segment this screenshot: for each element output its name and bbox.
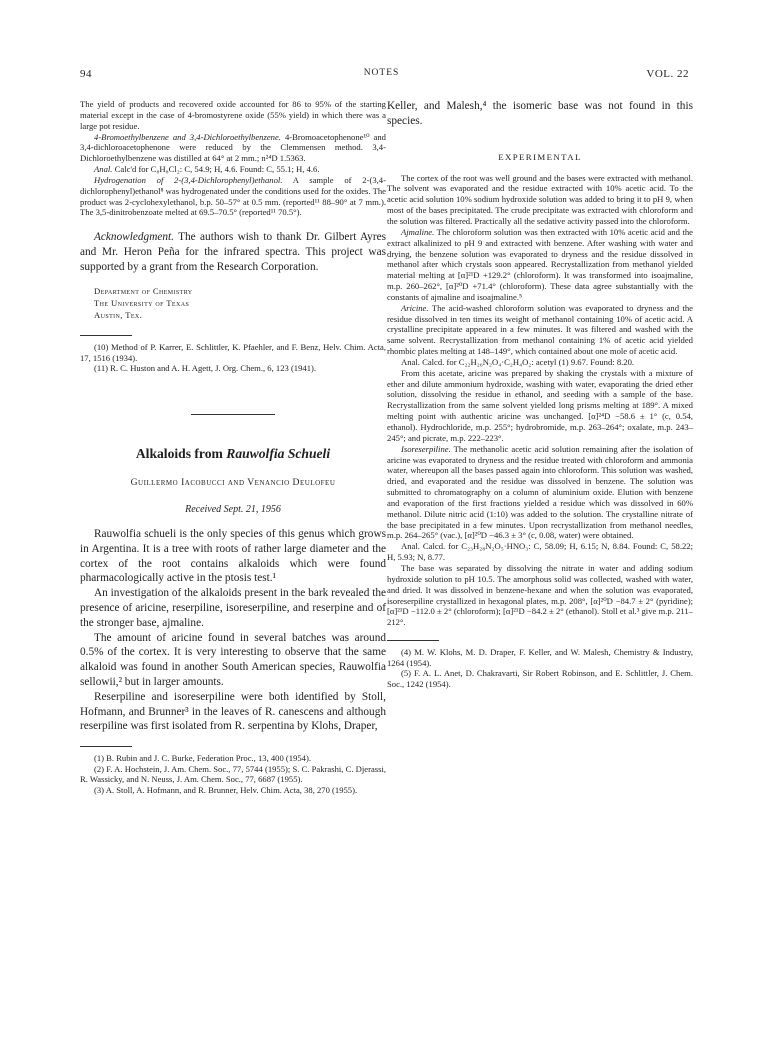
left-column — [80, 99, 386, 796]
footnote-10: (10) Method of P. Karrer, E. Schlittler, K. Pfaehler, and F. Benz, Helv. Chim. Acta, 17, 1516 (1934). — [80, 342, 386, 363]
extraction-paragraph: The cortex of the root was well ground and the bases were extracted with methanol. The solvent was evaporated and the residue extracted with 10% acetic acid. To the acetic acid solution 10% sodium hydroxide solution was added to bring it to pH 9, when most of the bases precipitated. The crude precipitate was extracted with chloroform and the solution was filtered. Practically all the sedative activity passed into the chloroform. — [387, 172, 693, 226]
address-line: Department of Chemistry — [94, 285, 193, 296]
bromoethylbenzene-paragraph — [80, 132, 386, 165]
right-column — [387, 99, 693, 689]
article-separator — [191, 414, 275, 415]
footnote-2: (2) F. A. Hochstein, J. Am. Chem. Soc., 77, 5744 (1955); S. C. Pakrashi, C. Djerassi, R. Wassicky, and N. Neuss, J. Am. Chem. Soc., 77, 6687 (1955). — [80, 763, 386, 785]
isoreserpiline-analysis: Anal. Calcd. for C₂₃H₂₈N₂O₅·HNO₃: C, 58.09; H, 6.15; N, 8.84. Found: C, 58.22; H, 5.93; N, 8.77. — [387, 541, 693, 563]
paragraph-body: The acid-washed chloroform solution was evaporated to dryness and the residue dissolved in ten times its weight of methanol containing 10% of acetic acid. A crystalline precipitate appeared in a few minutes. It was filtered and washed with the same solvent. Recrystallization from methanol containing 1% of acetic acid yielded rhombic plates melting at 148–149°, which contained about one mole of acetic acid. — [387, 302, 693, 357]
footnote-1: (1) B. Rubin and J. C. Burke, Federation Proc., 13, 400 (1954). — [94, 753, 311, 764]
acknowledgment-paragraph — [80, 230, 386, 274]
paragraph-body: 4-Bromoacetophenone¹⁰ and 3,4-dichloroacetophenone were reduced by the Clemmensen method. 3,4-Dichloroethylbenzene was distilled at 64° at 2 mm.; n²⁴D 1.5363. — [80, 131, 386, 164]
footnote-rule — [80, 335, 132, 336]
yield-paragraph: The yield of products and recovered oxide accounted for 86 to 95% of the starting material except in the case of 4-bromostyrene oxide (55% yield) in which there was a large pot residue. — [80, 99, 386, 131]
footnote-5: (5) F. A. L. Anet, D. Chakravarti, Sir Robert Robinson, and E. Schlittler, J. Chem. Soc., 1242 (1954). — [387, 668, 693, 689]
paragraph-body: The chloroform solution was then extracted with 10% acetic acid and the extract alkalinized to pH 9 and extracted with benzene. After washing with water and drying, the benzene solution was evaporated to dryness and the residue dissolved in methanol after which crystals soon appeared. Recrystallization from methanol yielded material melting at [α]²¹D +129.2° (chloroform). It was transformed into isoajmaline, m.p. 260–262°, [α]²⁰D +71.4° (chloroform). These data agree substantially with the constants of ajmaline and isoajmaline.⁵ — [387, 226, 693, 302]
volume-label: VOL. 22 — [646, 68, 689, 80]
footnote-rule — [387, 640, 439, 641]
base-separation-paragraph: The base was separated by dissolving the nitrate in water and adding sodium hydroxide solution to pH 10.5. The amorphous solid was collected, washed with water, and dried. It was dissolved in benzene-hexane and when the solution was evaporated, isoreserpiline crystallized in hexagonal plates, m.p. 208°, [α]²⁰D −84.7 ± 2° (pyridine); [α]²¹D −112.0 ± 2° (chloroform); [α]²¹D −84.2 ± 2° (ethanol). Stoll et al.³ give m.p. 211–212°. — [387, 562, 693, 628]
run-in-heading: Hydrogenation of 2-(3,4-Dichlorophenyl)ethanol. — [94, 174, 283, 185]
paragraph-body: The authors wish to thank Dr. Gilbert Ayres and Mr. Heron Peña for the infrared spectra. This project was supported by a grant from the Research Corporation. — [80, 231, 386, 273]
footnote-3: (3) A. Stoll, A. Hofmann, and R. Brunner, Helv. Chim. Acta, 38, 270 (1955). — [94, 785, 358, 795]
run-in-heading: Isoreserpiline. — [401, 443, 451, 454]
run-in-heading: Ajmaline. — [401, 226, 435, 237]
aricine-analysis: Anal. Calcd. for C₂₂H₂₆N₂O₄·C₂H₄O₂: acetyl (1) 9.67. Found: 8.20. — [401, 356, 635, 367]
isoreserpiline-paragraph — [387, 444, 693, 542]
author-address — [94, 285, 386, 322]
paragraph-body: The methanolic acetic acid solution remaining after the isolation of aricine was evaporated to dryness and the residue treated with chloroform and ammonia water, whereupon all the bases passed again into chloroform. This solution was washed, dried, and evaporated and the residue was dissolved in benzene. The solution was submitted to chromatography on a column of aluminium oxide. Elution with benzene and evaporation of the first fractions yielded a residue which was dissolved in 60% methanol. Dilute nitric acid (1:10) was added to the solution. The crystalline nitrate of the base precipitated in a few minutes. Upon recrystallization from methanol needles, m.p. 264–265° (vac.), [α]²⁰D −46.3 ± 3° (c, 0.08, water) were obtained. — [387, 443, 693, 541]
intro-paragraph-4: Reserpiline and isoreserpiline were both identified by Stoll, Hofmann, and Brunner³ in the leaves of R. canescens and although reserpiline was first isolated from R. serpentina by Klohs, Draper, — [80, 690, 386, 733]
article-title: Alkaloids from Rauwolfia Schueli — [135, 446, 331, 462]
intro-paragraph-2: An investigation of the alkaloids present in the bark revealed the presence of aricine, reserpiline, isoreserpiline, and reserpine and of the stronger base, ajmaline. — [80, 587, 386, 629]
footnote-4: (4) M. W. Klohs, M. D. Draper, F. Keller, and W. Malesh, Chemistry & Industry, 1264 (1954). — [387, 647, 693, 668]
paragraph-body: Calc'd for C₈H₈Cl₂: C, 54.9; H, 4.6. Found: C, 55.1; H, 4.6. — [112, 164, 320, 175]
run-in-heading: Aricine. — [401, 302, 429, 313]
run-in-heading: Acknowledgment. — [94, 231, 174, 244]
hydrogenation-paragraph — [80, 175, 386, 218]
article-authors: Guillermo Iacobucci and Venancio Deulofeu — [130, 477, 336, 489]
footnote-rule — [80, 746, 132, 747]
run-in-heading: 4-Bromoethylbenzene and 3,4-Dichloroethylbenzene. — [94, 131, 281, 142]
ajmaline-paragraph — [387, 227, 693, 303]
continued-paragraph: Keller, and Malesh,⁴ the isomeric base was not found in this species. — [387, 100, 693, 127]
address-line: The University of Texas — [94, 297, 190, 308]
received-date: Received Sept. 21, 1956 — [185, 504, 281, 516]
experimental-heading: EXPERIMENTAL — [498, 151, 582, 162]
footnote-11: (11) R. C. Huston and A. H. Agett, J. Org. Chem., 6, 123 (1941). — [94, 363, 316, 374]
page-number: 94 — [80, 68, 92, 80]
aricine-paragraph — [387, 303, 693, 357]
intro-paragraph-1: Rauwolfia schueli is the only species of this genus which grows in Argentina. It is a tree with roots of rather large diameter and the cortex of the root contains alkaloids which were found pharmacologically active in the ptosis test.¹ — [80, 528, 386, 585]
aricine-preparation-paragraph: From this acetate, aricine was prepared by shaking the crystals with a mixture of ether and dilute ammonium hydroxide, washing with water, evaporating the dried ether solution, dissolving the residue in ethanol, and seeding with a sample of the base. Recrystallization from the same solvent yielded long prisms melting at 189°. A mixed melting point with authentic aricine was unchanged. [α]²⁴D −58.6 ± 1° (c, 0.54, ethanol). Hydrochloride, m.p. 255°; hydrobromide, m.p. 263–264°; oxalate, m.p. 243–245°; and picrate, m.p. 222–223°. — [387, 367, 693, 443]
paragraph-body: A sample of 2-(3,4-dichlorophenyl)ethanol⁸ was hydrogenated under the conditions used for the oxides. The product was 2-cyclohexylethanol, b.p. 50–57° at 0.5 mm. (reported¹¹ 88–90° at 7 mm.). The 3,5-dinitrobenzoate melted at 69.5–70.5° (reported¹¹ 70.5°). — [80, 174, 386, 218]
running-head: NOTES — [363, 68, 400, 78]
address-line: Austin, Tex. — [94, 310, 143, 321]
intro-paragraph-3: The amount of aricine found in several batches was around 0.5% of the cortex. It is very interesting to observe that the same alkaloid was found in another South American species, Rauwolfia sellowii,² but in larger amounts. — [80, 631, 386, 689]
run-in-heading: Anal. — [94, 164, 113, 175]
analysis-paragraph — [80, 164, 386, 175]
